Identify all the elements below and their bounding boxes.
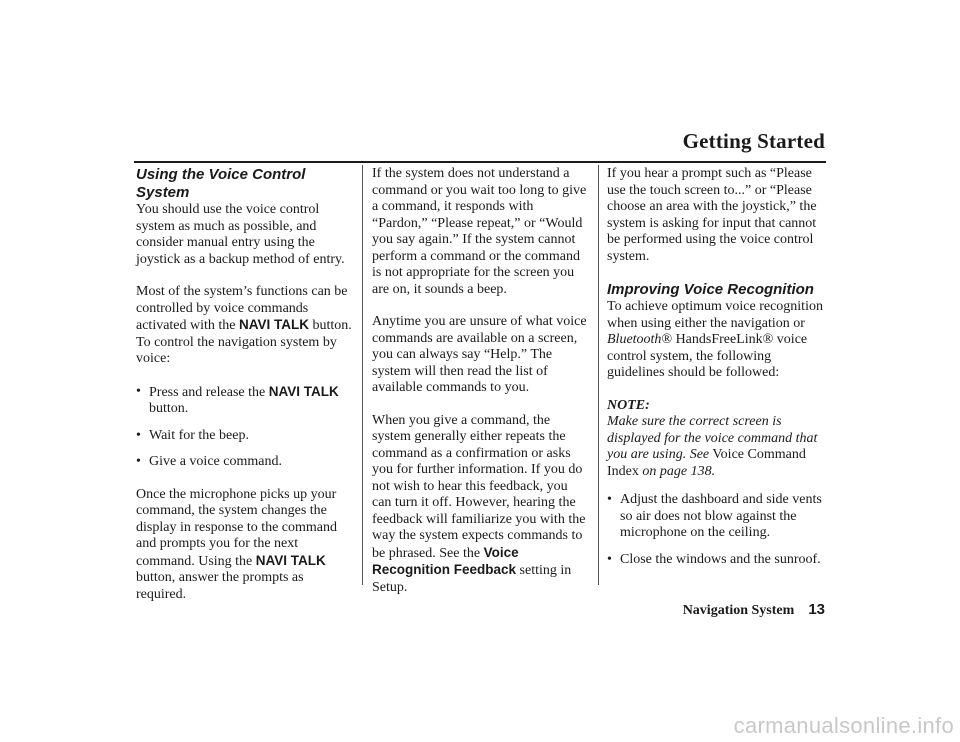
section-heading-voice-control: Using the Voice Control System — [136, 166, 306, 201]
list-item: • Close the windows and the sunroof. — [607, 552, 825, 569]
page-number: 13 — [808, 601, 825, 618]
paragraph: Anytime you are unsure of what voice commands are available on a screen, you can always say “Help.” The system will then read the list of available commands to you. — [372, 314, 587, 395]
paragraph: If the system does not understand a command or you wait too long to give a command, it responds with “Pardon,” “Please repeat,” or “Would you say again.” If the system cannot perform a command or the command is not appropriate for the screen you are on, it sounds a beep. — [372, 166, 587, 297]
paragraph: To achieve optimum voice recognition when using either the navigation or Bluetooth® HandsFreeLink® voice control system, the following guidelines should be followed: — [607, 299, 823, 380]
footer-title: Navigation System — [682, 603, 795, 618]
column-1 — [136, 166, 354, 619]
bullet-list — [607, 492, 825, 568]
column-divider-2 — [598, 165, 599, 585]
paragraph: If you hear a prompt such as “Please use the touch screen to...” or “Please choose an area with the joystick,” the system is asking for input that cannot be performed using the voice control system. — [607, 166, 817, 264]
page-title: Getting Started — [682, 129, 825, 153]
page-footer — [683, 601, 825, 619]
list-item: • Press and release the NAVI TALK button. — [136, 384, 354, 418]
column-2 — [372, 166, 590, 612]
list-item: • Wait for the beep. — [136, 428, 354, 445]
paragraph: Once the microphone picks up your command, the system changes the display in response to the command and prompts you for the next command. Using the NAVI TALK button, answer the prompts as required. — [136, 486, 338, 602]
paragraph: When you give a command, the system generally either repeats the command as a confirmation or asks you for further information. If you do not wish to hear this feedback, you can turn it off. However, hearing the feedback will familiarize you with the way the system expects commands to be phrased. See the Voice Recognition Feedback setting in Setup. — [372, 412, 586, 595]
bullet-list — [136, 384, 354, 471]
note-label: NOTE: — [607, 397, 650, 413]
column-divider-1 — [362, 165, 363, 585]
navi-talk-keyword: NAVI TALK — [255, 552, 326, 568]
cross-reference: Voice Command Index — [607, 447, 806, 479]
paragraph: You should use the voice control system as much as possible, and consider manual entry using the joystick as a backup method of entry. — [136, 202, 345, 267]
header-divider — [134, 161, 826, 163]
navi-talk-keyword: NAVI TALK — [268, 383, 339, 399]
column-3 — [607, 166, 825, 584]
voice-recognition-feedback-keyword: Voice Recognition Feedback — [372, 544, 519, 577]
paragraph: Most of the system’s functions can be controlled by voice commands activated with the NAVI TALK button. To control the navigation system by voice: — [136, 284, 352, 366]
list-item: • Give a voice command. — [136, 454, 354, 471]
navi-talk-keyword: NAVI TALK — [239, 317, 310, 332]
list-item: • Adjust the dashboard and side vents so air does not blow against the microphone on the ceiling. — [607, 492, 825, 542]
watermark: carmanualsonline.info — [733, 713, 954, 738]
section-heading-improving-recognition: Improving Voice Recognition — [607, 281, 814, 298]
note-text: Make sure the correct screen is displayed for the voice command that you are using. See Voice Command Index on page 138. — [607, 414, 818, 479]
